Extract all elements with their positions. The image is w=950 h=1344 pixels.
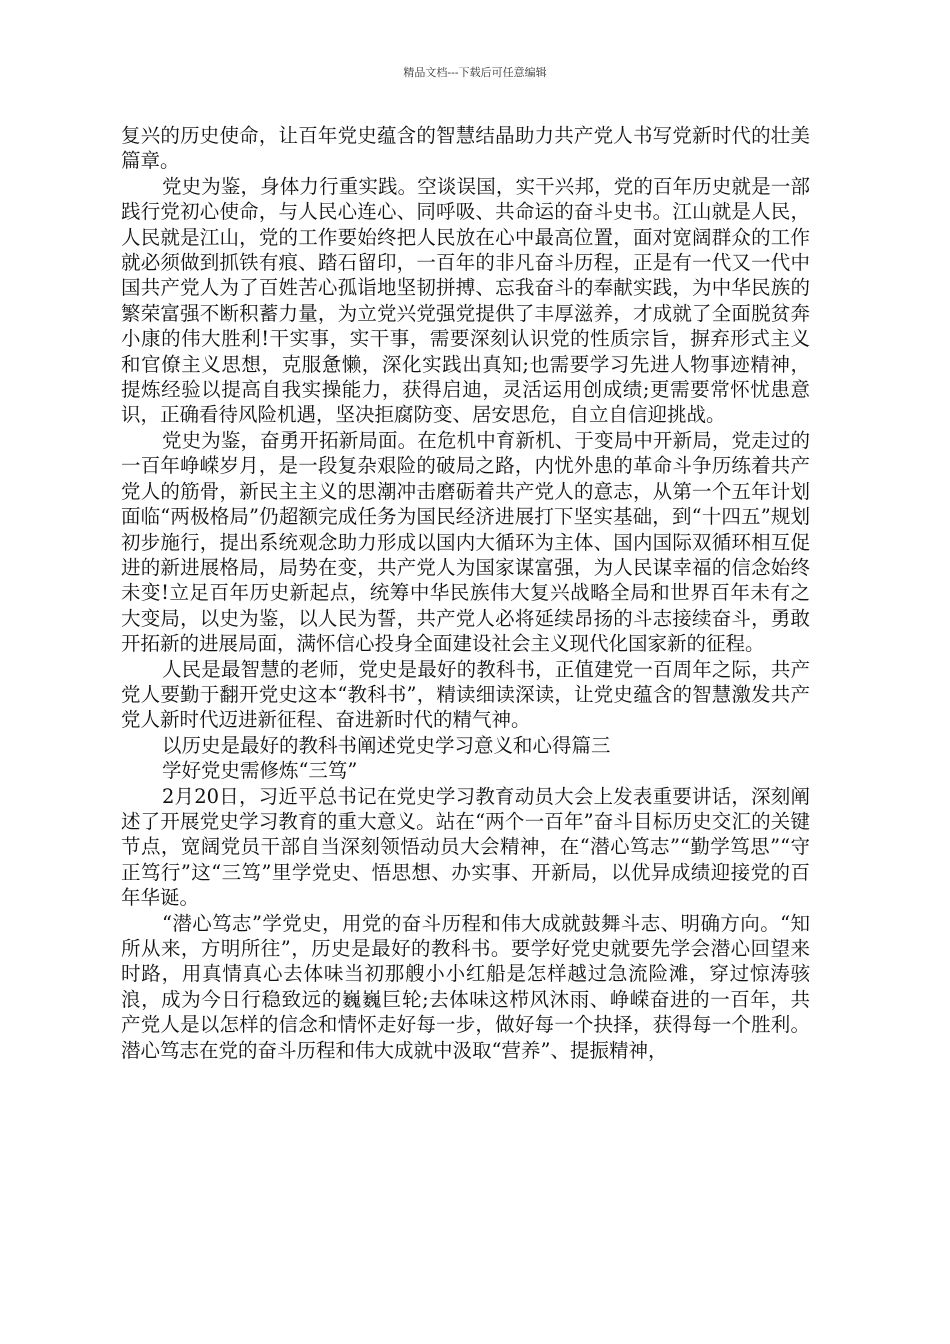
section-subtitle: 学好党史需修炼“三笃” bbox=[161, 759, 358, 783]
paragraph-continuation: 复兴的历史使命，让百年党史蕴含的智慧结晶助力共产党人书写党新时代的壮美篇章。 bbox=[121, 124, 810, 173]
section-title: 以历史是最好的教科书阐述党史学习意义和心得篇三 bbox=[161, 733, 611, 757]
paragraph-dedication: “潜心笃志”学党史，用党的奋斗历程和伟大成就鼓舞斗志、明确方向。“知所从来，方明所往”，历史是最好的教科书。要学好党史就要先学会潜心回望来时路，用真情真心去体味当初那艘小小红船是怎样越过急流险滩，穿过惊涛骇浪，成为今日行稳致远的巍巍巨轮;去体味这栉风沐雨、峥嵘奋进的一百年，共产党人是以怎样的信念和情怀走好每一步，做好每一个抉择，获得每一个胜利。潜心笃志在党的奋斗历程和伟大成就中汲取“营养”、提振精神， bbox=[121, 911, 810, 1062]
paragraph-practice: 党史为鉴，身体力行重实践。空谈误国，实干兴邦，党的百年历史就是一部践行党初心使命，与人民心连心、同呼吸、共命运的奋斗史书。江山就是人民，人民就是江山，党的工作要始终把人民放在心中最高位置，面对宽阔群众的工作就必须做到抓铁有痕、踏石留印，一百年的非凡奋斗历程，正是有一代又一代中国共产党人为了百姓苦心孤诣地坚韧拼搏、忘我奋斗的奉献实践，为中华民族的繁荣富强不断积蓄力量，为立党兴党强党提供了丰厚滋养，才成就了全面脱贫奔小康的伟大胜利!干实事，实干事，需要深刻认识党的性质宗旨，摒弃形式主义和官僚主义思想，克服惫懒，深化实践出真知;也需要学习先进人物事迹精神，提炼经验以提高自我实操能力，获得启迪，灵活运用创成绩;更需要常怀忧患意识，正确看待风险机遇，坚决拒腐防变、居安思危，自立自信迎挑战。 bbox=[121, 174, 810, 427]
paragraph-textbook: 人民是最智慧的老师，党史是最好的教科书，正值建党一百周年之际，共产党人要勤于翻开党史这本“教科书”，精读细读深读，让党史蕴含的智慧激发共产党人新时代迈进新征程、奋进新时代的精气神。 bbox=[121, 657, 810, 732]
paragraph-new-situation: 党史为鉴，奋勇开拓新局面。在危机中育新机、于变局中开新局，党走过的一百年峥嵘岁月，是一段复杂艰险的破局之路，内忧外患的革命斗争历练着共产党人的筋骨，新民主主义的思潮冲击磨砺着共产党人的意志，从第一个五年计划面临“两极格局”仍超额完成任务为国民经济进展打下坚实基础，到“十四五”规划初步施行，提出系统观念助力形成以国内大循环为主体、国内国际双循环相互促进的新进展格局，局势在变，共产党人为国家谋富强，为人民谋幸福的信念始终未变!立足百年历史新起点，统筹中华民族伟大复兴战略全局和世界百年未有之大变局，以史为鉴，以人民为誓，共产党人必将延续昂扬的斗志接续奋斗，勇敢开拓新的进展局面，满怀信心投身全面建设社会主义现代化国家新的征程。 bbox=[121, 428, 810, 656]
page-header: 精品文档---下载后可任意编辑 bbox=[403, 66, 547, 79]
document-body bbox=[121, 123, 810, 1063]
paragraph-speech: 2月20日，习近平总书记在党史学习教育动员大会上发表重要讲话，深刻阐述了开展党史学习教育的重大意义。站在“两个一百年”奋斗目标历史交汇的关键节点，宽阔党员干部自当深刻领悟动员大会精神，在“潜心笃志”“勤学笃思”“守正笃行”这“三笃”里学党史、悟思想、办实事、开新局，以优异成绩迎接党的百年华诞。 bbox=[121, 784, 810, 910]
